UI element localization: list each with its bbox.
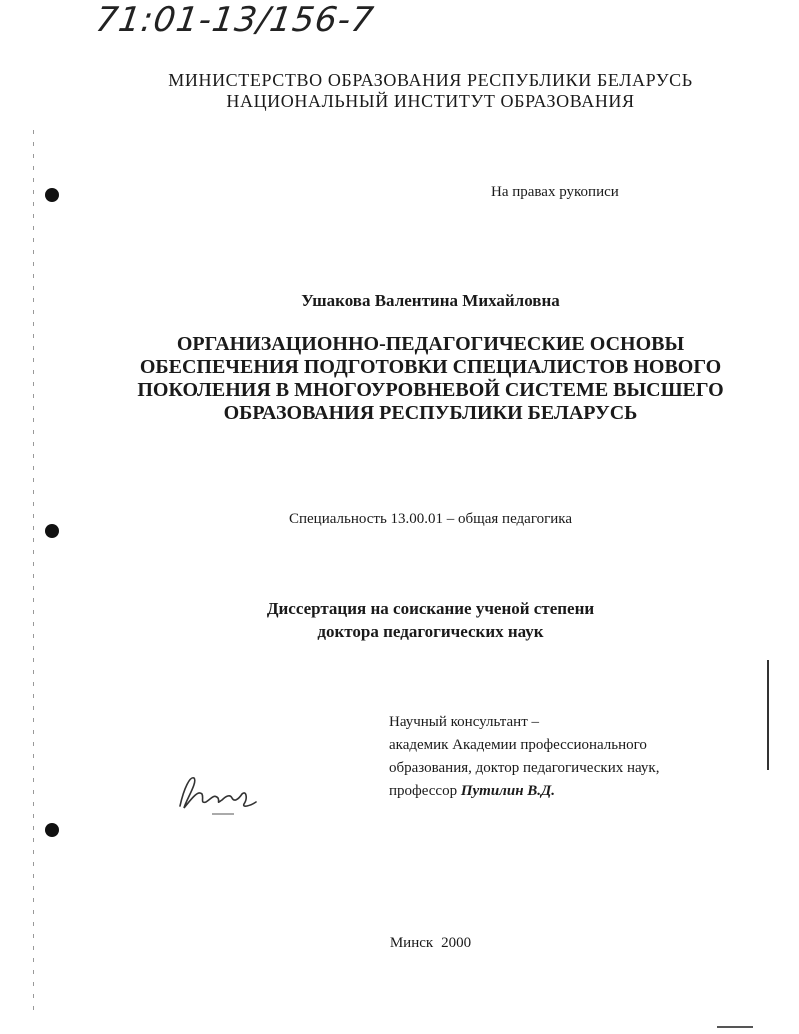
institution-header	[0, 70, 799, 112]
consultant-label: Научный консультант –	[389, 714, 539, 730]
consultant-name: Путилин В.Д.	[460, 783, 556, 799]
title-line: ОРГАНИЗАЦИОННО-ПЕДАГОГИЧЕСКИЕ ОСНОВЫ	[176, 333, 685, 355]
handwritten-signature	[172, 768, 272, 818]
archive-code: 71:01-13/156-7	[93, 0, 377, 40]
consultant-degree: образования, доктор педагогических наук,	[389, 760, 660, 776]
degree-line: доктора педагогических наук	[317, 622, 544, 641]
consultant-title: академик Академии профессионального	[389, 737, 647, 753]
author-name: Ушакова Валентина Михайловна	[301, 291, 560, 310]
ministry-name: МИНИСТЕРСТВО ОБРАЗОВАНИЯ РЕСПУБЛИКИ БЕЛАРУСЬ	[168, 70, 693, 90]
title-line: ОБРАЗОВАНИЯ РЕСПУБЛИКИ БЕЛАРУСЬ	[223, 402, 638, 424]
city-year-line	[0, 935, 799, 952]
title-line: ПОКОЛЕНИЯ В МНОГОУРОВНЕВОЙ СИСТЕМЕ ВЫСШЕГО	[137, 379, 724, 401]
binding-margin-line	[33, 130, 34, 1010]
punch-hole-mark	[45, 188, 59, 202]
city: Минск	[389, 935, 434, 951]
bottom-scan-mark	[717, 1026, 753, 1028]
manuscript-rights-note: На правах рукописи	[491, 184, 619, 200]
title-line: ОБЕСПЕЧЕНИЯ ПОДГОТОВКИ СПЕЦИАЛИСТОВ НОВОГО	[139, 356, 722, 378]
punch-hole-mark	[45, 823, 59, 837]
consultant-rank: профессор	[389, 783, 461, 799]
degree-line: Диссертация на соискание ученой степени	[266, 599, 595, 618]
consultant-name-line	[389, 780, 659, 803]
scientific-consultant-block	[389, 711, 659, 803]
specialty-line: Специальность 13.00.01 – общая педагогика	[288, 511, 572, 527]
margin-scan-mark	[767, 660, 769, 770]
degree-statement	[0, 597, 799, 643]
year: 2000	[441, 935, 472, 951]
dissertation-title	[0, 333, 799, 425]
institute-name: НАЦИОНАЛЬНЫЙ ИНСТИТУТ ОБРАЗОВАНИЯ	[226, 91, 635, 111]
